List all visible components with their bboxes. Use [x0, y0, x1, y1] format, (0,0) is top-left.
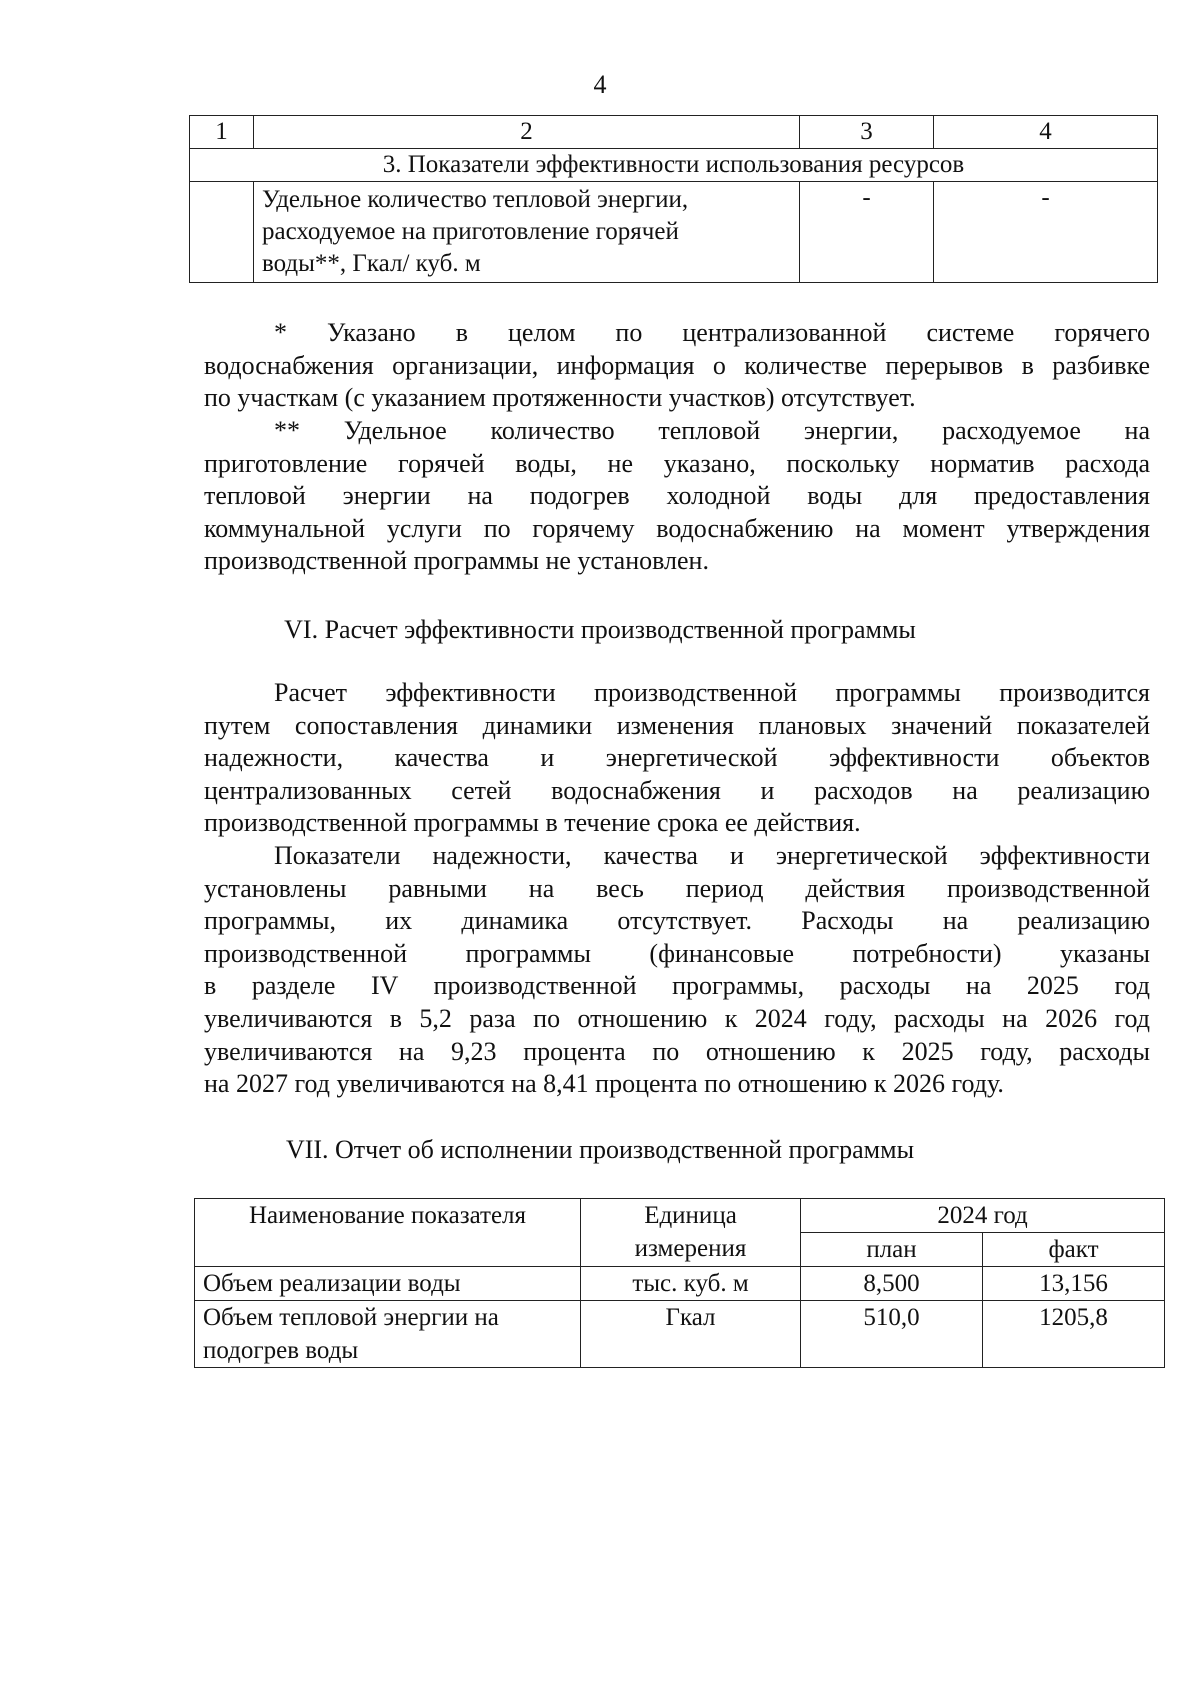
header-year: 2024 год — [801, 1199, 1165, 1233]
table-row — [195, 1301, 1165, 1368]
resource-efficiency-table — [189, 115, 1158, 283]
text-line: производственной программы (финансовые потребности) указаны — [204, 938, 1150, 968]
header-plan: план — [801, 1233, 983, 1267]
header-unit-line: Единица — [644, 1202, 737, 1229]
unit-cell: Гкал — [581, 1301, 801, 1368]
text-line: на 2027 год увеличиваются на 8,41 процента по отношению к 2026 году. — [204, 1069, 1004, 1099]
text-line: централизованных сетей водоснабжения и расходов на реализацию — [204, 775, 1150, 805]
indicator-line: Удельное количество тепловой энергии, — [262, 186, 689, 213]
header-cell: 4 — [934, 116, 1158, 149]
text-line: увеличиваются на 9,23 процента по отношению к 2025 году, расходы — [204, 1036, 1150, 1066]
value-cell: - — [934, 182, 1158, 283]
section-6-paragraph-1 — [204, 677, 1150, 840]
text-line: надежности, качества и энергетической эффективности объектов — [204, 743, 1150, 773]
indicator-name-cell — [254, 182, 800, 283]
text-line: установлены равными на весь период действия производственной — [204, 873, 1150, 903]
table-row — [195, 1267, 1165, 1301]
table-row — [190, 182, 1158, 283]
text-line: производственной программы не установлен. — [204, 546, 709, 576]
program-report-table — [194, 1198, 1165, 1368]
text-line: увеличиваются в 5,2 раза по отношению к 2024 году, расходы на 2026 год — [204, 1003, 1150, 1033]
section-title: 3. Показатели эффективности использования ресурсов — [190, 149, 1158, 182]
table-header-row — [190, 116, 1158, 149]
text-line: * Указано в целом по централизованной системе горячего — [274, 318, 1150, 347]
section-6-paragraph-2 — [204, 840, 1150, 1101]
indicator-line: расходуемое на приготовление горячей — [262, 218, 679, 245]
text-line: коммунальной услуги по горячему водоснабжению на момент утверждения — [204, 513, 1150, 543]
section-6-title: VI. Расчет эффективности производственной программы — [284, 615, 916, 644]
text-line: программы, их динамика отсутствует. Расходы на реализацию — [204, 906, 1150, 936]
text-line: приготовление горячей воды, не указано, поскольку норматив расхода — [204, 448, 1150, 478]
header-fact: факт — [983, 1233, 1165, 1267]
row-index-cell — [190, 182, 254, 283]
plan-cell: 510,0 — [801, 1301, 983, 1368]
value-cell: - — [800, 182, 934, 283]
header-unit — [581, 1199, 801, 1267]
footnote-1 — [204, 317, 1150, 415]
header-indicator-name: Наименование показателя — [195, 1199, 581, 1267]
indicator-name-cell — [195, 1301, 581, 1368]
header-cell: 1 — [190, 116, 254, 149]
text-line: путем сопоставления динамики изменения плановых значений показателей — [204, 710, 1150, 740]
section-row — [190, 149, 1158, 182]
text-line: в разделе IV производственной программы, расходы на 2025 год — [204, 971, 1150, 1001]
indicator-line: подогрев воды — [203, 1337, 359, 1364]
header-cell: 3 — [800, 116, 934, 149]
table-header-row — [195, 1199, 1165, 1233]
indicator-line: воды**, Гкал/ куб. м — [262, 250, 481, 277]
page-number: 4 — [593, 70, 607, 99]
text-line: ** Удельное количество тепловой энергии, расходуемое на — [274, 416, 1150, 445]
text-line: водоснабжения организации, информация о количестве перерывов в разбивке — [204, 350, 1150, 380]
text-line: производственной программы в течение срока ее действия. — [204, 808, 861, 838]
text-line: Показатели надежности, качества и энергетической эффективности — [274, 841, 1150, 870]
text-line: по участкам (с указанием протяженности участков) отсутствует. — [204, 383, 916, 413]
text-line: Расчет эффективности производственной программы производится — [274, 678, 1150, 707]
header-cell: 2 — [254, 116, 800, 149]
section-7-title: VII. Отчет об исполнении производственной программы — [285, 1135, 915, 1164]
fact-cell: 13,156 — [983, 1267, 1165, 1301]
plan-cell: 8,500 — [801, 1267, 983, 1301]
header-unit-line: измерения — [634, 1235, 747, 1262]
text-line: тепловой энергии на подогрев холодной воды для предоставления — [204, 481, 1150, 511]
footnote-2 — [204, 415, 1150, 578]
indicator-name-cell: Объем реализации воды — [195, 1267, 581, 1301]
indicator-line: Объем тепловой энергии на — [203, 1304, 499, 1331]
unit-cell: тыс. куб. м — [581, 1267, 801, 1301]
fact-cell: 1205,8 — [983, 1301, 1165, 1368]
